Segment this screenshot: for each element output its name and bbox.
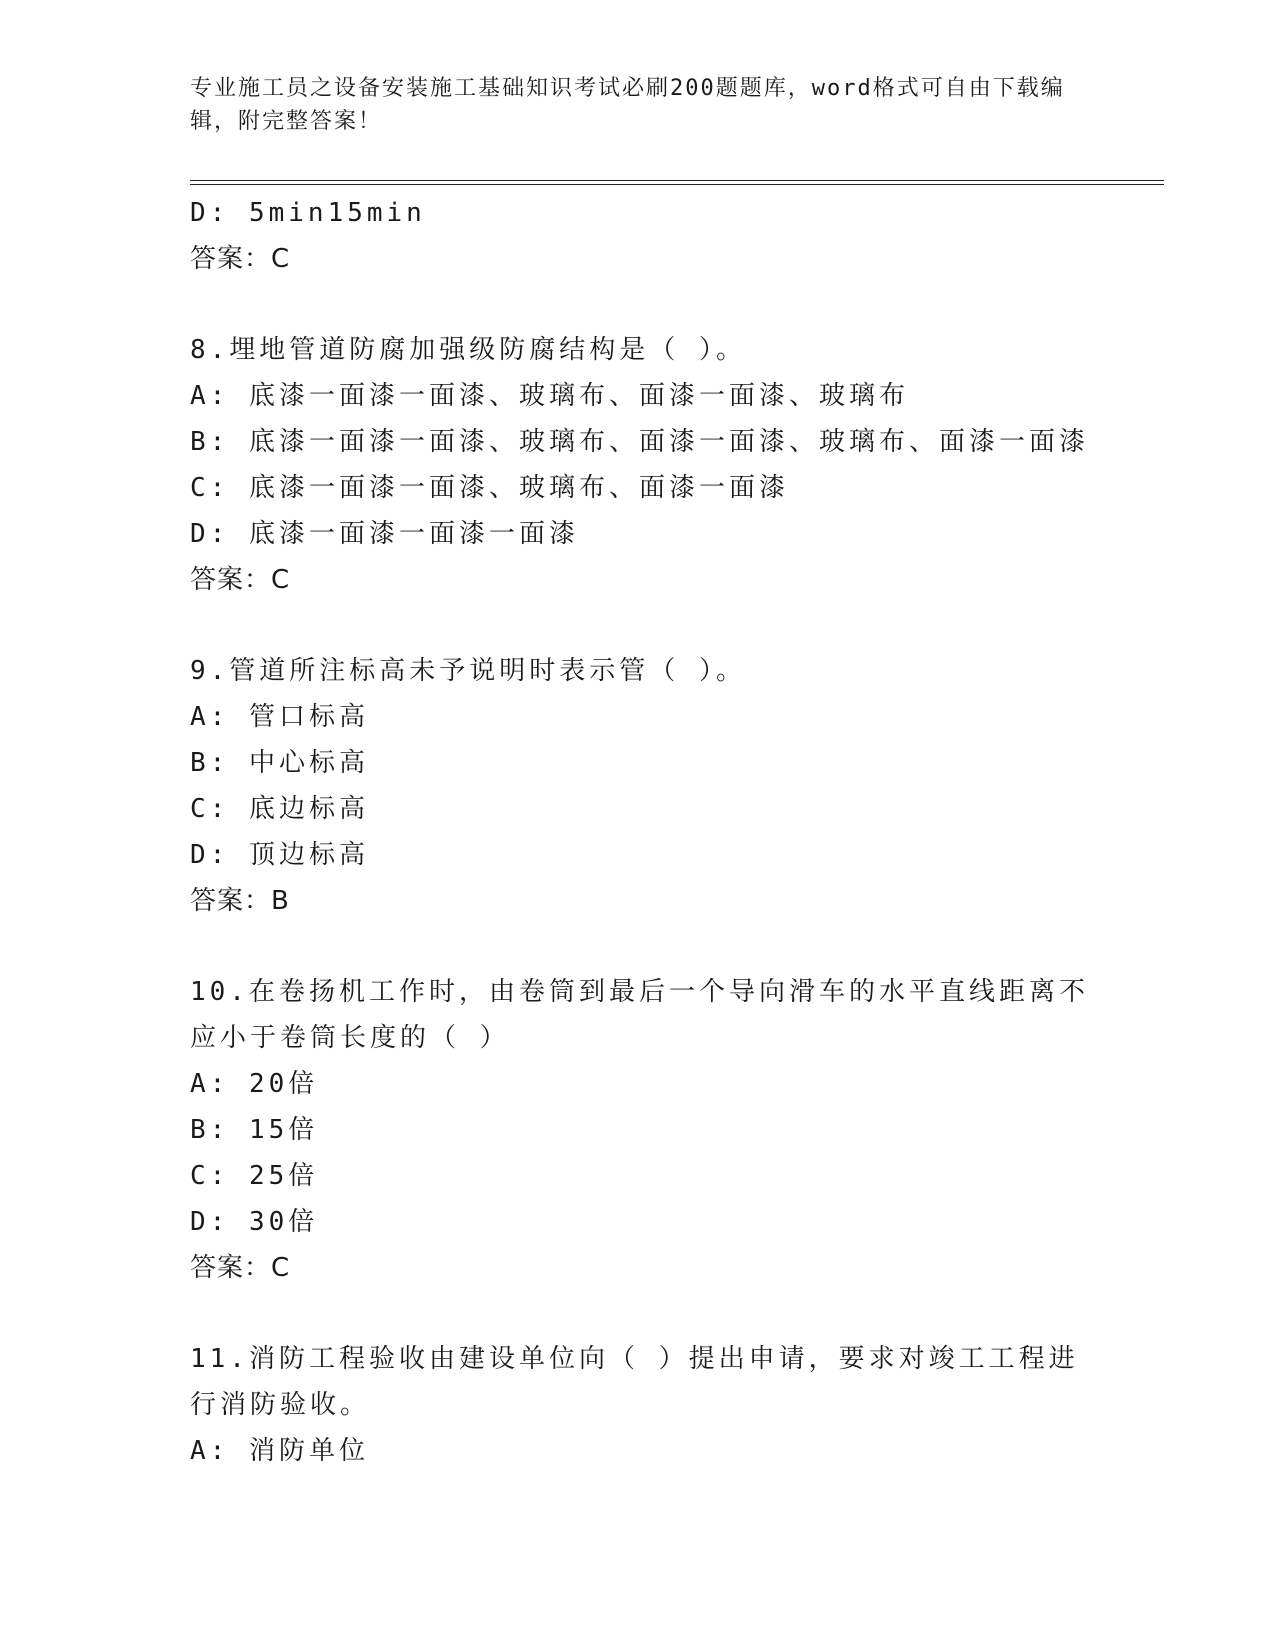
question-content <box>190 190 1090 1474</box>
question-10-option-c: C: 25倍 <box>190 1161 319 1191</box>
page-header-title: 专业施工员之设备安装施工基础知识考试必刷200题题库，word格式可自由下载编辑，附完整答案！ <box>190 76 1065 134</box>
question-9-answer: 答案：B <box>190 886 290 916</box>
question-8 <box>190 327 1090 603</box>
question-7-answer: 答案：C <box>190 244 291 274</box>
question-11-text: 11.消防工程验收由建设单位向（ ）提出申请，要求对竣工工程进行消防验收。 <box>190 1344 1079 1420</box>
question-10-option-b: B: 15倍 <box>190 1115 319 1145</box>
question-11 <box>190 1336 1090 1474</box>
question-8-answer: 答案：C <box>190 565 291 595</box>
question-9-option-d: D: 顶边标高 <box>190 840 369 870</box>
question-9 <box>190 648 1090 924</box>
question-10-option-d: D: 30倍 <box>190 1207 319 1237</box>
question-8-option-c: C: 底漆一面漆一面漆、玻璃布、面漆一面漆 <box>190 473 789 503</box>
question-8-text: 8.埋地管道防腐加强级防腐结构是（ ）。 <box>190 335 746 365</box>
question-10-text: 10.在卷扬机工作时，由卷筒到最后一个导向滑车的水平直线距离不应小于卷筒长度的（ ） <box>190 977 1089 1053</box>
question-11-option-a: A: 消防单位 <box>190 1436 369 1466</box>
question-9-text: 9.管道所注标高未予说明时表示管（ ）。 <box>190 656 746 686</box>
question-7-option-d: D: 5min15min <box>190 198 426 228</box>
question-10-option-a: A: 20倍 <box>190 1069 319 1099</box>
question-8-option-a: A: 底漆一面漆一面漆、玻璃布、面漆一面漆、玻璃布 <box>190 381 909 411</box>
question-8-option-d: D: 底漆一面漆一面漆一面漆 <box>190 519 579 549</box>
question-8-option-b: B: 底漆一面漆一面漆、玻璃布、面漆一面漆、玻璃布、面漆一面漆 <box>190 427 1089 457</box>
header-divider-top <box>190 180 1164 181</box>
question-9-option-b: B: 中心标高 <box>190 748 369 778</box>
question-10 <box>190 969 1090 1291</box>
header-divider-bottom <box>190 184 1164 185</box>
question-10-answer: 答案：C <box>190 1253 291 1283</box>
question-9-option-a: A: 管口标高 <box>190 702 369 732</box>
question-9-option-c: C: 底边标高 <box>190 794 369 824</box>
